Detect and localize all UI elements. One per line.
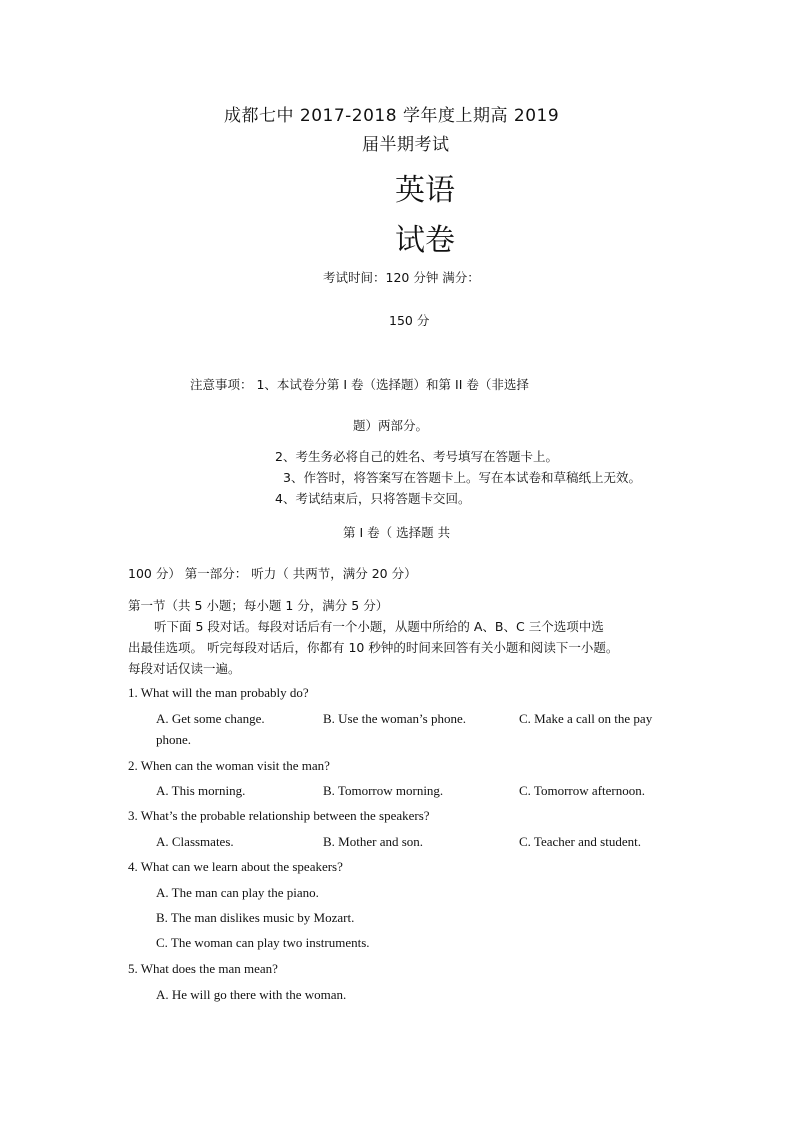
- exam-info-1: 考试时间：120 分钟 满分：: [323, 270, 480, 285]
- question-1: 1. What will the man probably do?: [128, 685, 309, 700]
- question-3-option-b: B. Mother and son.: [323, 834, 424, 849]
- title-line-2: 届半期考试: [362, 135, 450, 155]
- question-3-option-a: A. Classmates.: [156, 834, 234, 849]
- question-2: 2. When can the woman visit the man?: [128, 758, 330, 773]
- question-1-option-c-cont: phone.: [156, 732, 192, 747]
- question-5: 5. What does the man mean?: [128, 961, 278, 976]
- instructions-line-3: 每段对话仅读一遍。: [128, 661, 241, 676]
- question-4: 4. What can we learn about the speakers?: [128, 859, 343, 874]
- question-2-option-c: C. Tomorrow afternoon.: [519, 783, 645, 798]
- question-1-option-a: A. Get some change.: [156, 711, 265, 726]
- notes-item-1-cont: 题）两部分。: [353, 418, 429, 433]
- notes-item-3: 3、作答时，将答案写在答题卡上。写在本试卷和草稿纸上无效。: [283, 470, 641, 485]
- instructions-line-1: 听下面 5 段对话。每段对话后有一个小题，从题中所给的 A、B、C 三个选项中选: [154, 619, 604, 634]
- question-2-option-a: A. This morning.: [156, 783, 246, 798]
- notes-item-1: 注意事项： 1、本试卷分第 I 卷（选择题）和第 II 卷（非选择: [190, 377, 529, 392]
- question-4-option-a: A. The man can play the piano.: [156, 885, 319, 900]
- part-1-heading: 第 I 卷（ 选择题 共: [343, 525, 451, 540]
- part-1-heading-cont: 100 分） 第一部分： 听力（ 共两节，满分 20 分）: [128, 566, 417, 581]
- subject-title-1: 英语: [395, 173, 455, 208]
- subject-title-2: 试卷: [395, 223, 455, 258]
- exam-info-2: 150 分: [389, 313, 430, 328]
- question-5-option-a: A. He will go there with the woman.: [156, 987, 347, 1002]
- question-4-option-c: C. The woman can play two instruments.: [156, 935, 370, 950]
- notes-item-4: 4、考试结束后，只将答题卡交回。: [275, 491, 471, 506]
- question-2-option-b: B. Tomorrow morning.: [323, 783, 444, 798]
- question-1-option-c: C. Make a call on the pay: [519, 711, 653, 726]
- section-1-title: 第一节（共 5 小题；每小题 1 分，满分 5 分）: [128, 598, 389, 613]
- title-line-1: 成都七中 2017-2018 学年度上期高 2019: [224, 106, 560, 126]
- instructions-line-2: 出最佳选项。 听完每段对话后，你都有 10 秒钟的时间来回答有关小题和阅读下一小题。: [128, 640, 619, 655]
- notes-item-2: 2、考生务必将自己的姓名、考号填写在答题卡上。: [275, 449, 558, 464]
- question-1-option-b: B. Use the woman’s phone.: [323, 711, 466, 726]
- question-3-option-c: C. Teacher and student.: [519, 834, 641, 849]
- question-4-option-b: B. The man dislikes music by Mozart.: [156, 910, 355, 925]
- question-3: 3. What’s the probable relationship between the speakers?: [128, 808, 430, 823]
